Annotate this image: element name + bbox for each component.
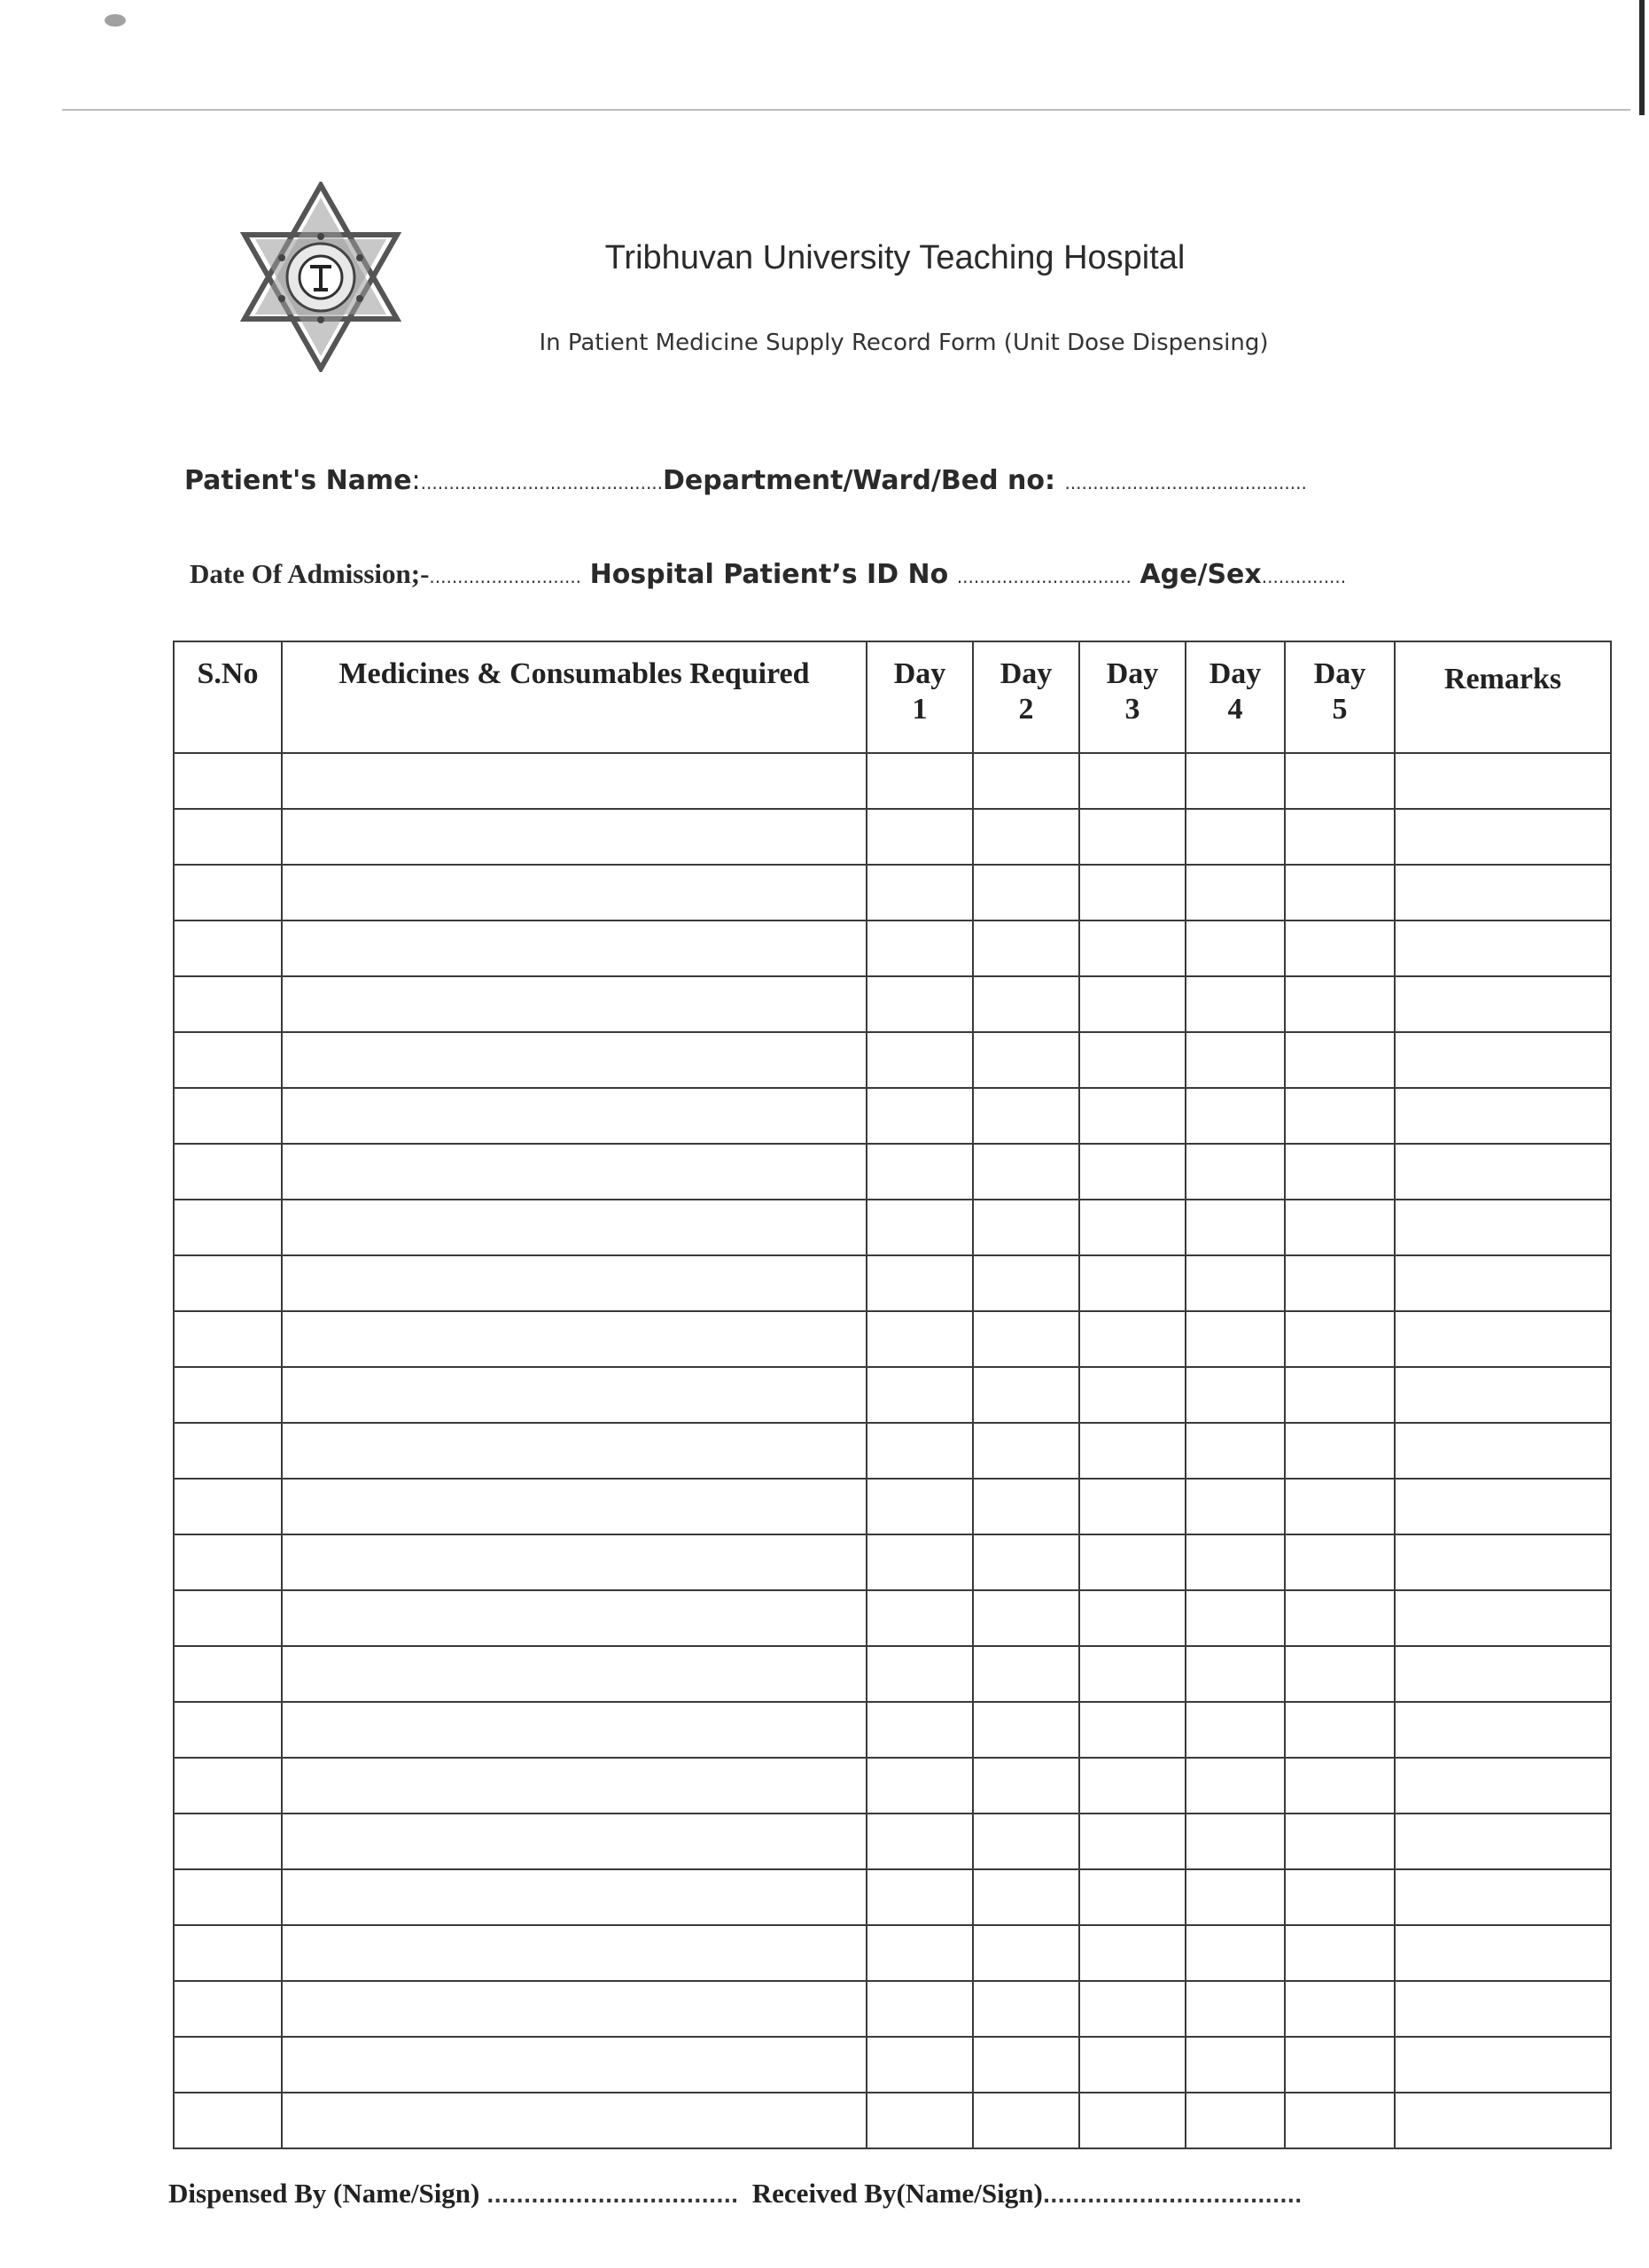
page-edge <box>1639 0 1645 115</box>
cell-medicine[interactable] <box>282 809 867 865</box>
cell-sno[interactable] <box>174 1423 282 1479</box>
cell-day4[interactable] <box>1186 1534 1285 1590</box>
cell-day1[interactable] <box>867 1590 973 1646</box>
cell-remarks[interactable] <box>1395 1479 1611 1534</box>
cell-remarks[interactable] <box>1395 2037 1611 2093</box>
cell-day4[interactable] <box>1186 1200 1285 1255</box>
cell-day2[interactable] <box>973 1646 1079 1702</box>
table-row <box>174 2037 1611 2093</box>
cell-day1[interactable] <box>867 1311 973 1367</box>
cell-sno[interactable] <box>174 865 282 920</box>
cell-sno[interactable] <box>174 1144 282 1200</box>
cell-sno[interactable] <box>174 1758 282 1814</box>
cell-medicine[interactable] <box>282 2093 867 2148</box>
table-row <box>174 1814 1611 1869</box>
table-row <box>174 1088 1611 1144</box>
day3-word: Day <box>1106 657 1159 690</box>
patient-name-separator: : <box>411 465 421 496</box>
cell-sno[interactable] <box>174 2093 282 2148</box>
table-row <box>174 1534 1611 1590</box>
cell-day3[interactable] <box>1079 976 1186 1032</box>
table-row <box>174 976 1611 1032</box>
cell-medicine[interactable] <box>282 976 867 1032</box>
cell-day5[interactable] <box>1285 2093 1395 2148</box>
admission-date-label: Date Of Admission;- <box>190 558 430 589</box>
cell-day5[interactable] <box>1285 1423 1395 1479</box>
cell-remarks[interactable] <box>1395 1758 1611 1814</box>
cell-day4[interactable] <box>1186 753 1285 809</box>
table-row <box>174 2093 1611 2148</box>
cell-day2[interactable] <box>973 2037 1079 2093</box>
cell-day1[interactable] <box>867 753 973 809</box>
cell-day2[interactable] <box>973 1981 1079 2037</box>
cell-day4[interactable] <box>1186 1925 1285 1981</box>
cell-day2[interactable] <box>973 1144 1079 1200</box>
cell-day2[interactable] <box>973 809 1079 865</box>
cell-day1[interactable] <box>867 1869 973 1925</box>
cell-day4[interactable] <box>1186 2093 1285 2148</box>
cell-day3[interactable] <box>1079 1758 1186 1814</box>
cell-sno[interactable] <box>174 1534 282 1590</box>
table-row <box>174 1311 1611 1367</box>
col-header-day1 <box>867 641 973 753</box>
cell-day5[interactable] <box>1285 1925 1395 1981</box>
cell-day3[interactable] <box>1079 1702 1186 1758</box>
cell-day2[interactable] <box>973 1032 1079 1088</box>
cell-sno[interactable] <box>174 1814 282 1869</box>
cell-day2[interactable] <box>973 1814 1079 1869</box>
cell-day5[interactable] <box>1285 1032 1395 1088</box>
cell-day1[interactable] <box>867 1814 973 1869</box>
cell-day3[interactable] <box>1079 1590 1186 1646</box>
cell-day2[interactable] <box>973 920 1079 976</box>
cell-remarks[interactable] <box>1395 1255 1611 1311</box>
cell-day3[interactable] <box>1079 1311 1186 1367</box>
cell-day5[interactable] <box>1285 1702 1395 1758</box>
top-divider <box>62 109 1630 111</box>
cell-remarks[interactable] <box>1395 1423 1611 1479</box>
cell-day2[interactable] <box>973 1758 1079 1814</box>
cell-day5[interactable] <box>1285 1255 1395 1311</box>
cell-medicine[interactable] <box>282 1088 867 1144</box>
table-row <box>174 1702 1611 1758</box>
cell-day4[interactable] <box>1186 1311 1285 1367</box>
cell-sno[interactable] <box>174 1367 282 1423</box>
cell-day5[interactable] <box>1285 809 1395 865</box>
cell-sno[interactable] <box>174 1590 282 1646</box>
cell-day1[interactable] <box>867 1088 973 1144</box>
cell-day5[interactable] <box>1285 1758 1395 1814</box>
cell-day2[interactable] <box>973 976 1079 1032</box>
cell-day3[interactable] <box>1079 809 1186 865</box>
cell-remarks[interactable] <box>1395 1814 1611 1869</box>
cell-remarks[interactable] <box>1395 1367 1611 1423</box>
cell-sno[interactable] <box>174 753 282 809</box>
cell-sno[interactable] <box>174 1311 282 1367</box>
cell-day5[interactable] <box>1285 1646 1395 1702</box>
cell-day3[interactable] <box>1079 920 1186 976</box>
cell-day4[interactable] <box>1186 1646 1285 1702</box>
table-row <box>174 1758 1611 1814</box>
cell-day3[interactable] <box>1079 1925 1186 1981</box>
table-row <box>174 1255 1611 1311</box>
cell-day5[interactable] <box>1285 1367 1395 1423</box>
cell-day1[interactable] <box>867 920 973 976</box>
cell-day4[interactable] <box>1186 1590 1285 1646</box>
day2-number: 2 <box>1018 693 1034 726</box>
cell-remarks[interactable] <box>1395 1534 1611 1590</box>
cell-day3[interactable] <box>1079 1367 1186 1423</box>
day1-word: Day <box>893 657 946 690</box>
cell-medicine[interactable] <box>282 1925 867 1981</box>
hospital-title: Tribhuvan University Teaching Hospital <box>604 239 1186 276</box>
cell-day4[interactable] <box>1186 1479 1285 1534</box>
cell-day3[interactable] <box>1079 1032 1186 1088</box>
cell-medicine[interactable] <box>282 1479 867 1534</box>
cell-day4[interactable] <box>1186 1702 1285 1758</box>
day2-word: Day <box>1000 657 1053 690</box>
cell-day3[interactable] <box>1079 1088 1186 1144</box>
cell-day4[interactable] <box>1186 2037 1285 2093</box>
table-row <box>174 1423 1611 1479</box>
table-row <box>174 1367 1611 1423</box>
table-row <box>174 753 1611 809</box>
cell-medicine[interactable] <box>282 1646 867 1702</box>
cell-remarks[interactable] <box>1395 1590 1611 1646</box>
table-row <box>174 1144 1611 1200</box>
cell-day3[interactable] <box>1079 1869 1186 1925</box>
day5-word: Day <box>1313 657 1366 690</box>
cell-day4[interactable] <box>1186 1088 1285 1144</box>
cell-day1[interactable] <box>867 1758 973 1814</box>
cell-medicine[interactable] <box>282 1814 867 1869</box>
medicine-table <box>173 641 1612 2149</box>
hospital-logo-icon <box>239 182 402 372</box>
cell-medicine[interactable] <box>282 865 867 920</box>
cell-medicine[interactable] <box>282 1423 867 1479</box>
patient-info-line-1 <box>184 465 1567 496</box>
cell-day4[interactable] <box>1186 1144 1285 1200</box>
cell-medicine[interactable] <box>282 1367 867 1423</box>
cell-medicine[interactable] <box>282 1144 867 1200</box>
cell-day5[interactable] <box>1285 920 1395 976</box>
cell-day1[interactable] <box>867 976 973 1032</box>
cell-day5[interactable] <box>1285 1311 1395 1367</box>
cell-day4[interactable] <box>1186 1869 1285 1925</box>
cell-sno[interactable] <box>174 1981 282 2037</box>
day5-number: 5 <box>1332 693 1348 726</box>
cell-sno[interactable] <box>174 1702 282 1758</box>
patient-name-field[interactable]: ........................................... <box>420 472 664 493</box>
table-row <box>174 809 1611 865</box>
cell-day5[interactable] <box>1285 1200 1395 1255</box>
cell-remarks[interactable] <box>1395 753 1611 809</box>
cell-medicine[interactable] <box>282 920 867 976</box>
cell-day4[interactable] <box>1186 809 1285 865</box>
cell-medicine[interactable] <box>282 1255 867 1311</box>
cell-medicine[interactable] <box>282 1758 867 1814</box>
cell-day4[interactable] <box>1186 1367 1285 1423</box>
cell-day1[interactable] <box>867 1702 973 1758</box>
cell-day3[interactable] <box>1079 1200 1186 1255</box>
cell-day3[interactable] <box>1079 1479 1186 1534</box>
cell-remarks[interactable] <box>1395 1925 1611 1981</box>
cell-medicine[interactable] <box>282 1032 867 1088</box>
cell-remarks[interactable] <box>1395 920 1611 976</box>
cell-sno[interactable] <box>174 976 282 1032</box>
cell-day4[interactable] <box>1186 1032 1285 1088</box>
cell-medicine[interactable] <box>282 1590 867 1646</box>
cell-day1[interactable] <box>867 1534 973 1590</box>
cell-day1[interactable] <box>867 1423 973 1479</box>
cell-medicine[interactable] <box>282 1702 867 1758</box>
cell-day5[interactable] <box>1285 753 1395 809</box>
col-header-day3 <box>1079 641 1186 753</box>
cell-day3[interactable] <box>1079 2093 1186 2148</box>
cell-day5[interactable] <box>1285 1534 1395 1590</box>
cell-day4[interactable] <box>1186 976 1285 1032</box>
table-row <box>174 1869 1611 1925</box>
cell-day1[interactable] <box>867 1200 973 1255</box>
cell-day1[interactable] <box>867 2093 973 2148</box>
cell-remarks[interactable] <box>1395 809 1611 865</box>
cell-day2[interactable] <box>973 2093 1079 2148</box>
cell-day3[interactable] <box>1079 1814 1186 1869</box>
cell-sno[interactable] <box>174 1200 282 1255</box>
cell-day4[interactable] <box>1186 1981 1285 2037</box>
cell-day1[interactable] <box>867 1981 973 2037</box>
table-row <box>174 1032 1611 1088</box>
cell-day4[interactable] <box>1186 1758 1285 1814</box>
cell-day5[interactable] <box>1285 1869 1395 1925</box>
cell-day1[interactable] <box>867 1479 973 1534</box>
cell-day1[interactable] <box>867 1367 973 1423</box>
cell-medicine[interactable] <box>282 1869 867 1925</box>
col-header-medicines: Medicines & Consumables Required <box>282 641 867 753</box>
received-by-field[interactable]: ................................... <box>1042 2186 1303 2208</box>
table-row <box>174 1590 1611 1646</box>
table-row <box>174 865 1611 920</box>
cell-day3[interactable] <box>1079 1981 1186 2037</box>
cell-day1[interactable] <box>867 1255 973 1311</box>
cell-day1[interactable] <box>867 1032 973 1088</box>
cell-day5[interactable] <box>1285 1590 1395 1646</box>
age-sex-label: Age/Sex <box>1140 559 1262 590</box>
cell-sno[interactable] <box>174 1255 282 1311</box>
cell-day5[interactable] <box>1285 1088 1395 1144</box>
cell-sno[interactable] <box>174 1925 282 1981</box>
cell-day2[interactable] <box>973 1534 1079 1590</box>
cell-sno[interactable] <box>174 920 282 976</box>
cell-day3[interactable] <box>1079 1534 1186 1590</box>
cell-remarks[interactable] <box>1395 976 1611 1032</box>
form-subtitle: In Patient Medicine Supply Record Form (Unit Dose Dispensing) <box>539 330 1269 356</box>
cell-day2[interactable] <box>973 865 1079 920</box>
patient-id-label: Hospital Patient’s ID No <box>589 559 949 590</box>
cell-day2[interactable] <box>973 1367 1079 1423</box>
cell-medicine[interactable] <box>282 1534 867 1590</box>
cell-medicine[interactable] <box>282 1981 867 2037</box>
cell-remarks[interactable] <box>1395 2093 1611 2148</box>
cell-day2[interactable] <box>973 1423 1079 1479</box>
day4-number: 4 <box>1227 693 1243 726</box>
cell-day1[interactable] <box>867 865 973 920</box>
cell-day2[interactable] <box>973 1925 1079 1981</box>
table-header-row <box>174 641 1611 753</box>
cell-remarks[interactable] <box>1395 1646 1611 1702</box>
cell-day2[interactable] <box>973 753 1079 809</box>
cell-remarks[interactable] <box>1395 865 1611 920</box>
cell-day4[interactable] <box>1186 920 1285 976</box>
cell-remarks[interactable] <box>1395 1702 1611 1758</box>
cell-day5[interactable] <box>1285 1981 1395 2037</box>
cell-sno[interactable] <box>174 809 282 865</box>
cell-day1[interactable] <box>867 1925 973 1981</box>
cell-sno[interactable] <box>174 1032 282 1088</box>
cell-day3[interactable] <box>1079 1255 1186 1311</box>
patient-id-field[interactable]: ............................... <box>956 566 1132 587</box>
cell-day3[interactable] <box>1079 1646 1186 1702</box>
cell-day2[interactable] <box>973 1479 1079 1534</box>
cell-day4[interactable] <box>1186 1423 1285 1479</box>
cell-day2[interactable] <box>973 1255 1079 1311</box>
cell-sno[interactable] <box>174 1869 282 1925</box>
patient-info-line-2 <box>190 558 1572 590</box>
col-header-sno: S.No <box>174 641 282 753</box>
cell-day4[interactable] <box>1186 865 1285 920</box>
cell-day2[interactable] <box>973 1311 1079 1367</box>
day4-word: Day <box>1209 657 1262 690</box>
cell-day4[interactable] <box>1186 1255 1285 1311</box>
table-row <box>174 1200 1611 1255</box>
cell-day1[interactable] <box>867 1646 973 1702</box>
cell-day3[interactable] <box>1079 753 1186 809</box>
cell-medicine[interactable] <box>282 753 867 809</box>
patient-name-label: Patient's Name <box>184 465 412 496</box>
cell-day5[interactable] <box>1285 1479 1395 1534</box>
cell-remarks[interactable] <box>1395 1088 1611 1144</box>
medicine-table-wrap <box>173 641 1610 2116</box>
cell-day5[interactable] <box>1285 865 1395 920</box>
table-row <box>174 920 1611 976</box>
cell-day5[interactable] <box>1285 1144 1395 1200</box>
cell-day3[interactable] <box>1079 1144 1186 1200</box>
cell-day2[interactable] <box>973 1200 1079 1255</box>
department-field[interactable]: ........................................... <box>1064 472 1307 493</box>
col-header-day2 <box>973 641 1079 753</box>
cell-day1[interactable] <box>867 2037 973 2093</box>
cell-day2[interactable] <box>973 1088 1079 1144</box>
cell-sno[interactable] <box>174 1479 282 1534</box>
dispensed-by-label: Dispensed By (Name/Sign) <box>168 2178 480 2209</box>
table-row <box>174 1479 1611 1534</box>
col-header-remarks: Remarks <box>1395 641 1611 753</box>
col-header-day5 <box>1285 641 1395 753</box>
cell-remarks[interactable] <box>1395 1869 1611 1925</box>
cell-day1[interactable] <box>867 809 973 865</box>
cell-day1[interactable] <box>867 1144 973 1200</box>
day3-number: 3 <box>1124 693 1140 726</box>
received-by-label: Received By(Name/Sign) <box>751 2178 1043 2209</box>
cell-remarks[interactable] <box>1395 1981 1611 2037</box>
cell-remarks[interactable] <box>1395 1032 1611 1088</box>
cell-day2[interactable] <box>973 1590 1079 1646</box>
cell-remarks[interactable] <box>1395 1311 1611 1367</box>
admission-date-field[interactable]: ........................... <box>429 566 582 587</box>
cell-medicine[interactable] <box>282 1200 867 1255</box>
paper-smudge <box>105 14 126 27</box>
cell-sno[interactable] <box>174 2037 282 2093</box>
age-sex-field[interactable]: ............... <box>1261 566 1347 587</box>
cell-day3[interactable] <box>1079 2037 1186 2093</box>
table-row <box>174 1981 1611 2037</box>
cell-day4[interactable] <box>1186 1814 1285 1869</box>
col-header-day4 <box>1186 641 1285 753</box>
cell-day3[interactable] <box>1079 865 1186 920</box>
table-row <box>174 1925 1611 1981</box>
table-body <box>174 753 1611 2148</box>
cell-medicine[interactable] <box>282 2037 867 2093</box>
cell-day2[interactable] <box>973 1869 1079 1925</box>
cell-remarks[interactable] <box>1395 1200 1611 1255</box>
cell-day3[interactable] <box>1079 1423 1186 1479</box>
cell-day5[interactable] <box>1285 976 1395 1032</box>
cell-day5[interactable] <box>1285 1814 1395 1869</box>
cell-sno[interactable] <box>174 1646 282 1702</box>
table-row <box>174 1646 1611 1702</box>
cell-day2[interactable] <box>973 1702 1079 1758</box>
cell-day5[interactable] <box>1285 2037 1395 2093</box>
cell-medicine[interactable] <box>282 1311 867 1367</box>
cell-sno[interactable] <box>174 1088 282 1144</box>
dispensed-by-field[interactable]: .................................. <box>486 2186 739 2208</box>
signature-footer <box>168 2178 1604 2210</box>
department-label: Department/Ward/Bed no: <box>663 465 1055 496</box>
cell-remarks[interactable] <box>1395 1144 1611 1200</box>
day1-number: 1 <box>912 693 928 726</box>
